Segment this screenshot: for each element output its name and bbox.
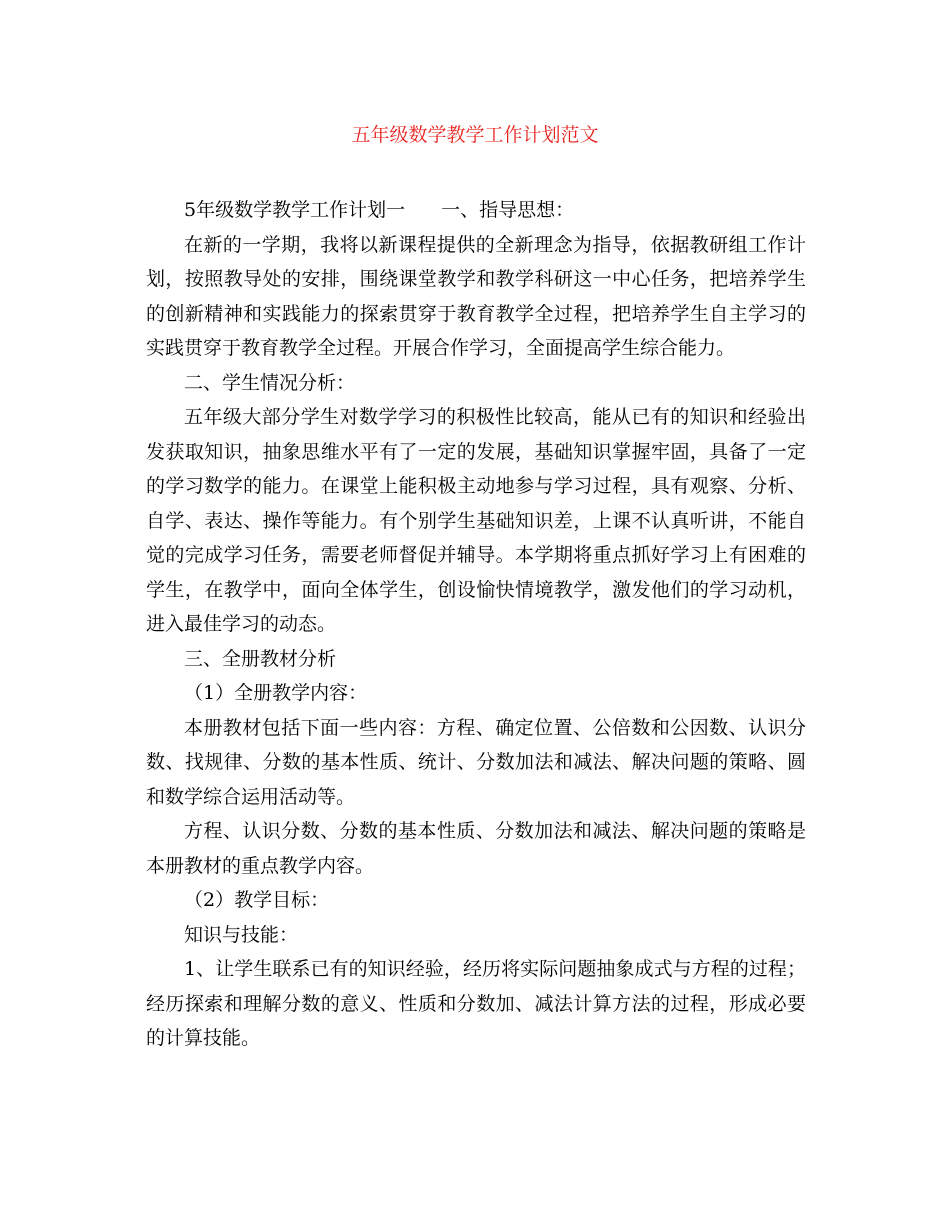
subheading-knowledge-skills: 知识与技能： [184, 923, 299, 946]
subheading-teaching-content: （1）全册教学内容： [184, 682, 368, 704]
paragraph-teaching-content: 本册教材包括下面一些内容：方程、确定位置、公倍数和公因数、认识分数、找规律、分数的基本性质、统计、分数加法和减法、解决问题的策略、圆和数学综合运用活动等。 [146, 716, 806, 808]
intro-heading: 一、指导思想： [441, 199, 575, 221]
paragraph-goal-1: 1、让学生联系已有的知识经验，经历将实际问题抽象成式与方程的过程；经历探索和理解分数的意义、性质和分数加、减法计算方法的过程，形成必要的计算技能。 [146, 958, 806, 1049]
subheading-teaching-goals: （2）教学目标： [184, 889, 330, 911]
document-title: 五年级数学教学工作计划范文 [351, 124, 599, 146]
paragraph-student-analysis: 五年级大部分学生对数学学习的积极性比较高，能从已有的知识和经验出发获取知识，抽象思维水平有了一定的发展，基础知识掌握牢固，具备了一定的学习数学的能力。在课堂上能积极主动地参与学习过程，具有观察、分析、自学、表达、操作等能力。有个别学生基础知识差，上课不认真听讲，不能自觉的完成学习任务，需要老师督促并辅导。本学期将重点抓好学习上有困难的学生，在教学中，面向全体学生，创设愉快情境教学，激发他们的学习动机，进入最佳学习的动态。 [146, 406, 806, 635]
section-heading-student-analysis: 二、学生情况分析： [184, 371, 356, 394]
section-heading-textbook-analysis: 三、全册教材分析 [184, 647, 337, 670]
intro-line [146, 193, 806, 228]
paragraph-key-content: 方程、认识分数、分数的基本性质、分数加法和减法、解决问题的策略是本册教材的重点教学内容。 [146, 820, 806, 877]
document-body [146, 193, 806, 1056]
paragraph-guiding-thought: 在新的一学期，我将以新课程提供的全新理念为指导，依据教研组工作计划，按照教导处的安排，围绕课堂教学和教学科研这一中心任务，把培养学生的创新精神和实践能力的探索贯穿于教育教学全过程，把培养学生自主学习的实践贯穿于教育教学全过程。开展合作学习，全面提高学生综合能力。 [146, 233, 806, 359]
intro-label: 5年级数学教学工作计划一 [184, 199, 406, 221]
